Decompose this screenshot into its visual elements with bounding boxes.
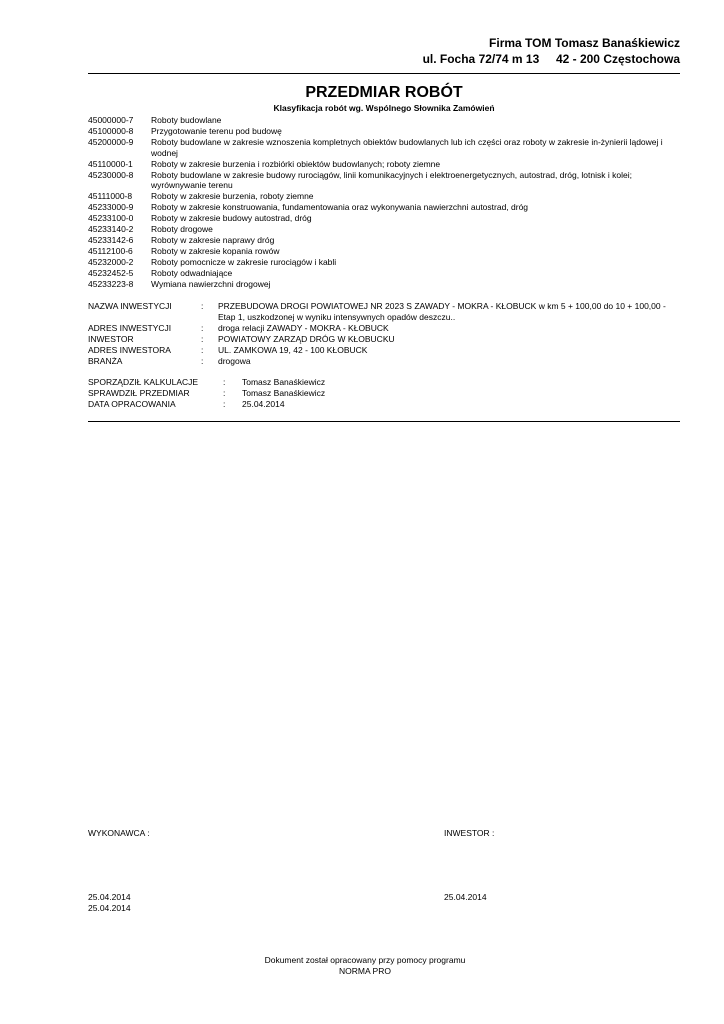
cpv-code: 45111000-8 bbox=[88, 191, 133, 202]
company-name: Firma TOM Tomasz Banaśkiewicz bbox=[489, 36, 680, 50]
cpv-code: 45233100-0 bbox=[88, 213, 134, 224]
contractor-date-1: 25.04.2014 bbox=[88, 892, 131, 902]
investment-address-label: ADRES INWESTYCJI bbox=[88, 322, 172, 333]
colon: : bbox=[201, 333, 204, 344]
company-address: ul. Focha 72/74 m 13 42 - 200 Częstochowa bbox=[422, 52, 680, 66]
cpv-description: Przygotowanie terenu pod budowę bbox=[151, 125, 282, 136]
cpv-code: 45100000-8 bbox=[88, 125, 134, 136]
investor-value: POWIATOWY ZARZĄD DRÓG W KŁOBUCKU bbox=[218, 333, 395, 344]
investor-row bbox=[88, 334, 680, 345]
colon: : bbox=[223, 399, 226, 409]
cpv-row bbox=[88, 246, 680, 257]
investor-date: 25.04.2014 bbox=[444, 892, 487, 902]
branch-label: BRANŻA bbox=[88, 355, 123, 366]
cpv-row bbox=[88, 170, 680, 192]
preparation-info bbox=[88, 377, 680, 410]
cpv-row bbox=[88, 126, 680, 137]
investor-signature-label: INWESTOR : bbox=[444, 828, 495, 838]
investor-address-label: ADRES INWESTORA bbox=[88, 344, 171, 355]
contractor-label: WYKONAWCA : bbox=[88, 828, 150, 838]
cpv-code: 45000000-7 bbox=[88, 115, 134, 125]
cpv-description: Roboty pomocnicze w zakresie rurociągów i kabli bbox=[151, 256, 337, 267]
cpv-description: Roboty w zakresie naprawy dróg bbox=[151, 234, 275, 245]
cpv-row bbox=[88, 268, 680, 279]
top-rule bbox=[88, 73, 680, 74]
cpv-description: Wymiana nawierzchni drogowej bbox=[151, 278, 271, 289]
cpv-description: Roboty drogowe bbox=[151, 224, 213, 235]
cpv-row bbox=[88, 115, 680, 126]
cpv-row bbox=[88, 159, 680, 170]
bottom-rule bbox=[88, 421, 680, 422]
investment-name-value: PRZEBUDOWA DROGI POWIATOWEJ NR 2023 S ZAWADY - MOKRA - KŁOBUCK w km 5 + 100,00 do 10 + 100,00 - Etap 1, uszkodzonej w wyniku intensywnych opadów deszczu.. bbox=[218, 301, 666, 322]
prepared-row bbox=[88, 377, 680, 388]
cpv-row bbox=[88, 224, 680, 235]
cpv-description: Roboty budowlane w zakresie budowy rurociągów, linii komunikacyjnych i elektroenergetycznych, autostrad, dróg, lotnisk i kolei; wyrównywanie terenu bbox=[151, 169, 632, 191]
cpv-description: Roboty w zakresie burzenia, roboty ziemne bbox=[151, 191, 314, 202]
cpv-row bbox=[88, 235, 680, 246]
investor-label: INWESTOR bbox=[88, 333, 134, 344]
date-value: 25.04.2014 bbox=[242, 399, 285, 409]
cpv-description: Roboty budowlane w zakresie wznoszenia kompletnych obiektów budowlanych lub ich części oraz roboty w zakresie in-żynierii lądowej i wodnej bbox=[151, 136, 663, 158]
cpv-description: Roboty w zakresie kopania rowów bbox=[151, 245, 280, 256]
document-subtitle: Klasyfikacja robót wg. Wspólnego Słownika Zamówień bbox=[273, 103, 495, 113]
colon: : bbox=[201, 344, 204, 355]
cpv-list bbox=[88, 115, 680, 290]
investment-name-row bbox=[88, 301, 680, 323]
footer-line-1: Dokument został opracowany przy pomocy programu bbox=[264, 955, 466, 965]
date-row bbox=[88, 399, 680, 410]
cpv-description: Roboty odwadniające bbox=[151, 267, 233, 278]
cpv-code: 45233142-6 bbox=[88, 234, 134, 245]
checked-label: SPRAWDZIŁ PRZEDMIAR bbox=[88, 388, 190, 398]
cpv-row bbox=[88, 202, 680, 213]
colon: : bbox=[201, 322, 204, 333]
footer-line-2: NORMA PRO bbox=[339, 965, 391, 976]
prepared-label: SPORZĄDZIŁ KALKULACJE bbox=[88, 377, 199, 387]
investor-address-row bbox=[88, 345, 680, 356]
cpv-description: Roboty w zakresie budowy autostrad, dróg bbox=[151, 213, 312, 224]
cpv-code: 45110000-1 bbox=[88, 158, 133, 169]
cpv-row bbox=[88, 213, 680, 224]
investment-info bbox=[88, 301, 680, 366]
colon: : bbox=[201, 355, 204, 366]
prepared-value: Tomasz Banaśkiewicz bbox=[242, 377, 326, 387]
checked-row bbox=[88, 388, 680, 399]
investment-name-label: NAZWA INWESTYCJI bbox=[88, 301, 172, 311]
colon: : bbox=[201, 301, 204, 311]
contractor-date-2: 25.04.2014 bbox=[88, 903, 131, 913]
colon: : bbox=[223, 388, 226, 398]
colon: : bbox=[223, 377, 226, 387]
cpv-description: Roboty w zakresie konstruowania, fundamentowania oraz wykonywania nawierzchni autostrad, dróg bbox=[151, 202, 529, 213]
cpv-code: 45233000-9 bbox=[88, 202, 134, 213]
investment-address-value: droga relacji ZAWADY - MOKRA - KŁOBUCK bbox=[218, 322, 389, 333]
cpv-code: 45232000-2 bbox=[88, 256, 134, 267]
cpv-code: 45233140-2 bbox=[88, 224, 134, 235]
cpv-code: 45230000-8 bbox=[88, 169, 134, 180]
investor-address-value: UL. ZAMKOWA 19, 42 - 100 KŁOBUCK bbox=[218, 344, 368, 355]
cpv-description: Roboty w zakresie burzenia i rozbiórki obiektów budowlanych; roboty ziemne bbox=[151, 158, 441, 169]
branch-value: drogowa bbox=[218, 355, 251, 366]
cpv-code: 45200000-9 bbox=[88, 136, 134, 147]
cpv-row bbox=[88, 279, 680, 290]
date-label: DATA OPRACOWANIA bbox=[88, 399, 176, 409]
branch-row bbox=[88, 356, 680, 367]
cpv-description: Roboty budowlane bbox=[151, 115, 222, 125]
footer-note bbox=[200, 955, 530, 976]
cpv-row bbox=[88, 257, 680, 268]
cpv-code: 45112100-6 bbox=[88, 245, 133, 256]
checked-value: Tomasz Banaśkiewicz bbox=[242, 388, 326, 398]
cpv-code: 45233223-8 bbox=[88, 278, 134, 289]
document-title: PRZEDMIAR ROBÓT bbox=[305, 84, 463, 101]
cpv-row bbox=[88, 191, 680, 202]
investment-address-row bbox=[88, 323, 680, 334]
cpv-code: 45232452-5 bbox=[88, 267, 134, 278]
company-header bbox=[423, 35, 680, 67]
cpv-row bbox=[88, 137, 680, 159]
